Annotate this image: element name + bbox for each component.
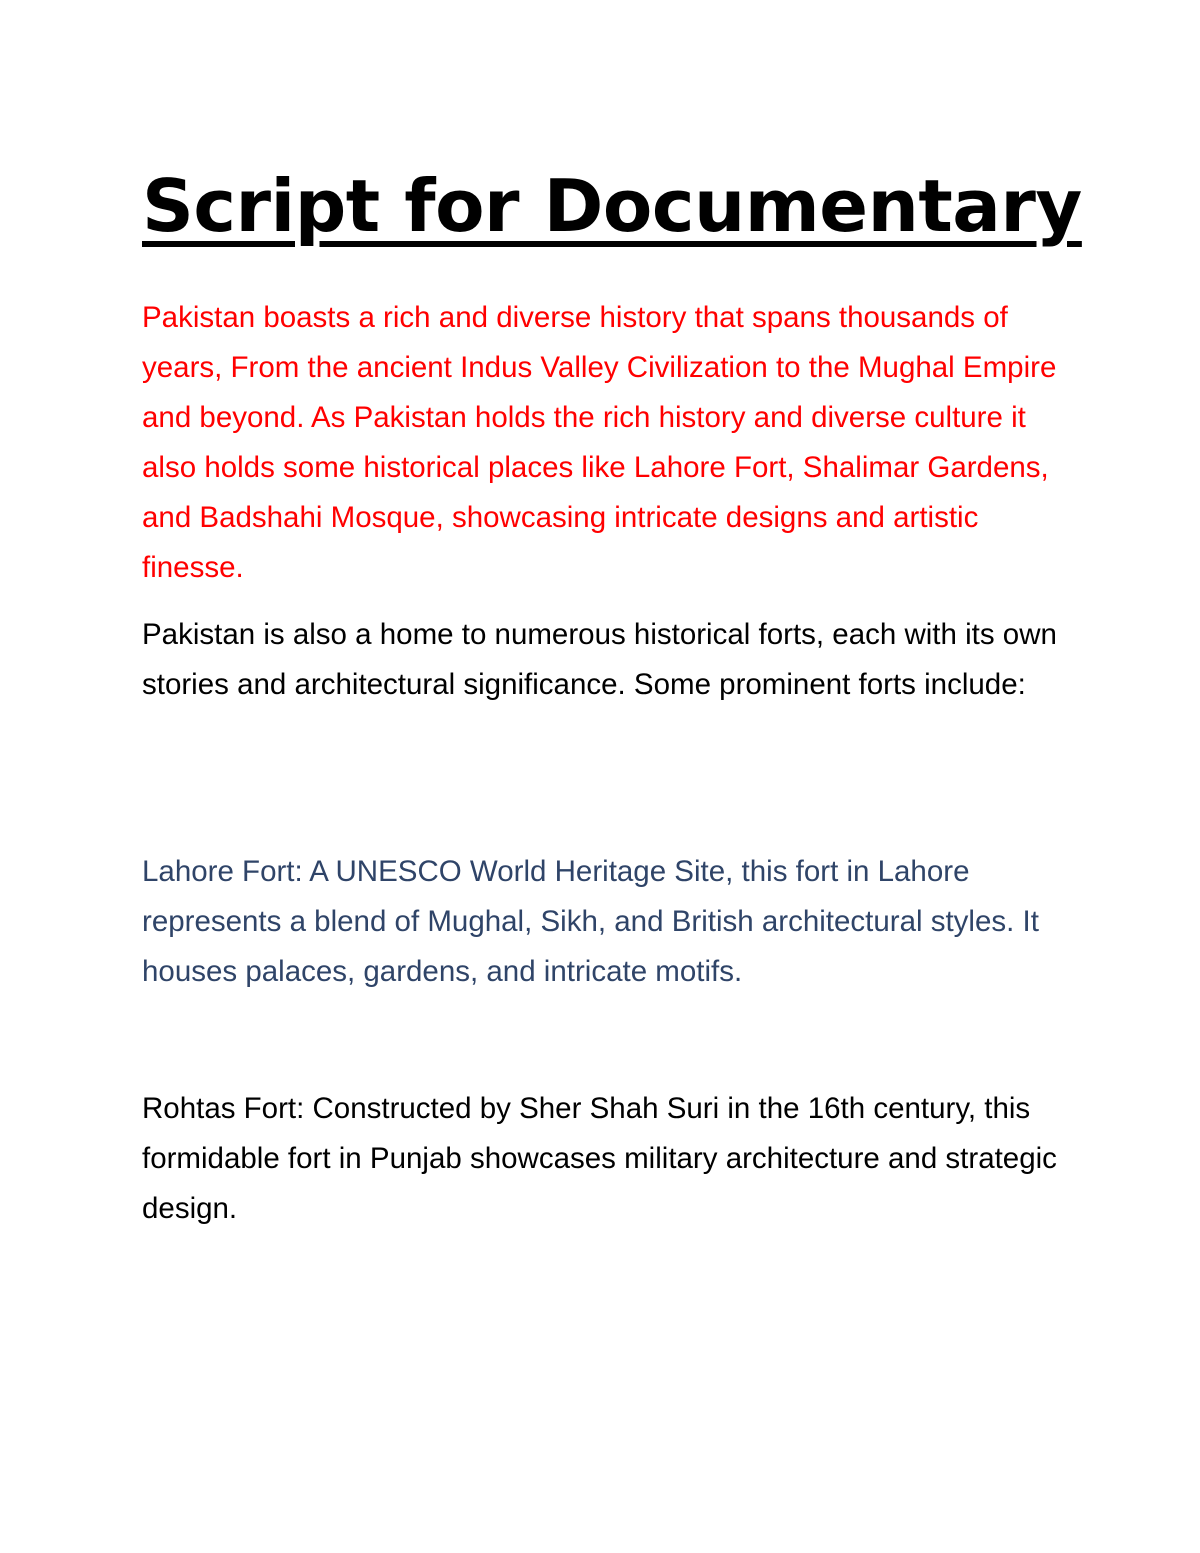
lahore-fort-paragraph: Lahore Fort: A UNESCO World Heritage Site, this fort in Lahore represents a blend of Mughal, Sikh, and British architectural styles. It houses palaces, gardens, and intricate motifs.: [142, 855, 1039, 988]
document-title: Script for Documentary: [142, 164, 1082, 248]
intro-paragraph: Pakistan boasts a rich and diverse history that spans thousands of years, From the ancient Indus Valley Civilization to the Mughal Empire and beyond. As Pakistan holds the rich history and diverse culture it also holds some historical places like Lahore Fort, Shalimar Gardens, and Badshahi Mosque, showcasing intricate designs and artistic finesse.: [142, 301, 1057, 584]
forts-intro-paragraph: Pakistan is also a home to numerous historical forts, each with its own stories and architectural significance. Some prominent forts include:: [142, 618, 1057, 701]
rohtas-fort-paragraph: Rohtas Fort: Constructed by Sher Shah Suri in the 16th century, this formidable fort in Punjab showcases military architecture and strategic design.: [142, 1092, 1057, 1225]
